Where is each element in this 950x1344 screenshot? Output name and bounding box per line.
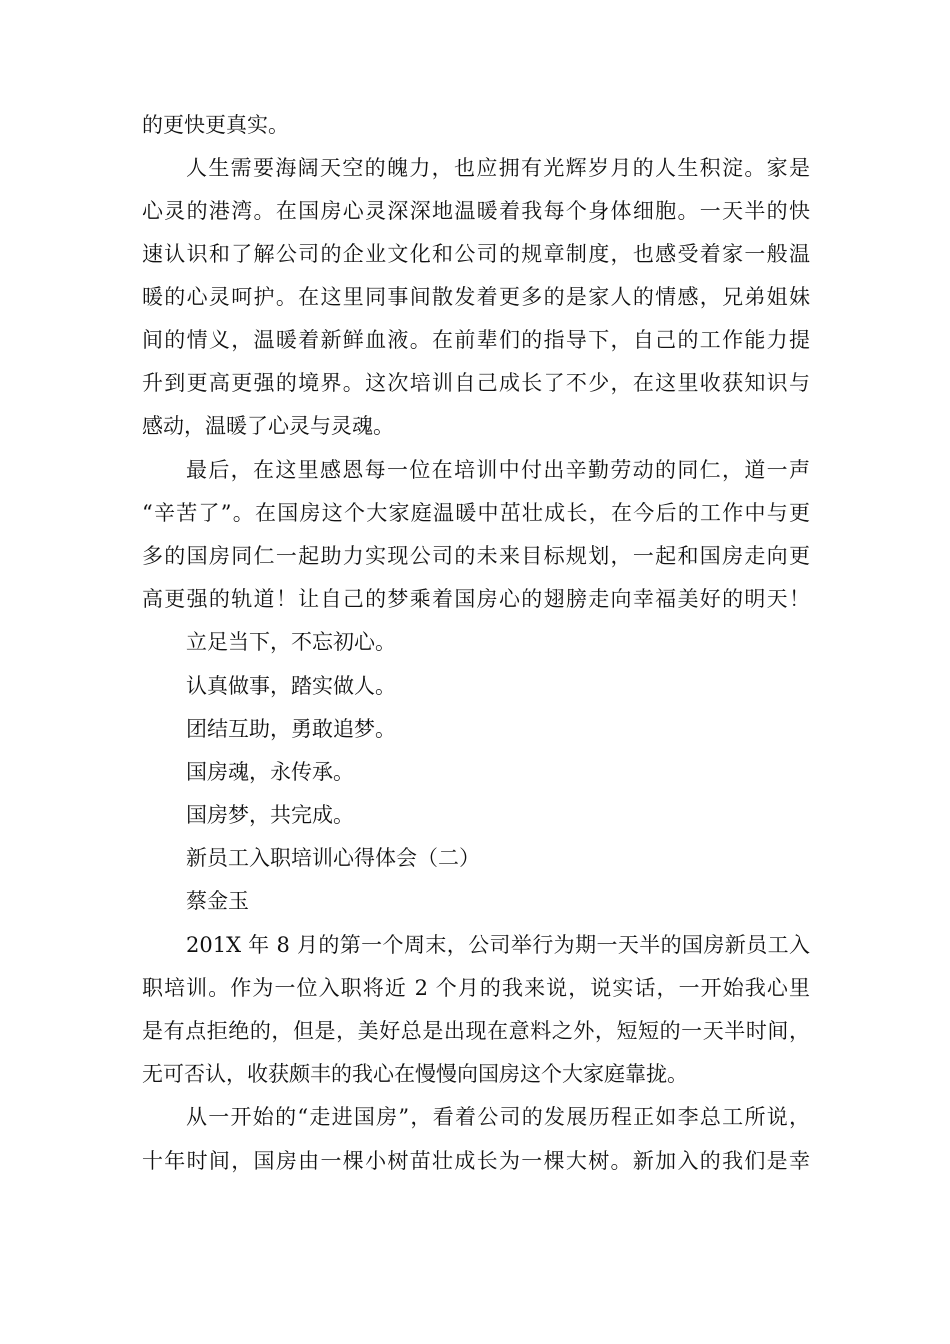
paragraph-line: 感动，温暖了心灵与灵魂。 bbox=[142, 414, 394, 438]
paragraph-line: 的更快更真实。 bbox=[142, 113, 289, 137]
paragraph-line: 从一开始的“走进国房”，看着公司的发展历程正如李总工所说， bbox=[186, 1105, 810, 1129]
slogan-line: 国房梦，共完成。 bbox=[186, 803, 354, 827]
paragraph-line: 心灵的港湾。在国房心灵深深地温暖着我每个身体细胞。一天半的快 bbox=[142, 199, 810, 223]
slogan-line: 认真做事，踏实做人。 bbox=[186, 674, 396, 698]
paragraph-line: 人生需要海阔天空的魄力，也应拥有光辉岁月的人生积淀。家是 bbox=[186, 156, 810, 180]
paragraph-line: 最后，在这里感恩每一位在培训中付出辛勤劳动的同仁，道一声 bbox=[186, 458, 810, 482]
paragraph-line: “辛苦了”。在国房这个大家庭温暖中茁壮成长，在今后的工作中与更 bbox=[142, 501, 810, 525]
slogan-line: 立足当下，不忘初心。 bbox=[186, 630, 396, 654]
section-title: 新员工入职培训心得体会（二） bbox=[186, 846, 480, 870]
author-name: 蔡金玉 bbox=[186, 889, 249, 913]
paragraph-line: 多的国房同仁一起助力实现公司的未来目标规划，一起和国房走向更 bbox=[142, 544, 810, 568]
paragraph-line: 高更强的轨道！让自己的梦乘着国房心的翅膀走向幸福美好的明天！ bbox=[142, 587, 810, 611]
paragraph-line: 速认识和了解公司的企业文化和公司的规章制度，也感受着家一般温 bbox=[142, 242, 810, 266]
slogan-line: 团结互助，勇敢追梦。 bbox=[186, 717, 396, 741]
paragraph-line: 无可否认，收获颇丰的我心在慢慢向国房这个大家庭靠拢。 bbox=[142, 1062, 688, 1086]
paragraph-line: 201X 年 8 月的第一个周末，公司举行为期一天半的国房新员工入 bbox=[186, 933, 810, 957]
paragraph-line: 升到更高更强的境界。这次培训自己成长了不少，在这里收获知识与 bbox=[142, 371, 810, 395]
paragraph-line: 是有点拒绝的，但是，美好总是出现在意料之外，短短的一天半时间， bbox=[142, 1019, 810, 1043]
slogan-line: 国房魂，永传承。 bbox=[186, 760, 354, 784]
paragraph-line: 十年时间，国房由一棵小树苗壮成长为一棵大树。新加入的我们是幸 bbox=[142, 1149, 810, 1173]
paragraph-line: 间的情义，温暖着新鲜血液。在前辈们的指导下，自己的工作能力提 bbox=[142, 328, 810, 352]
paragraph-line: 暖的心灵呵护。在这里同事间散发着更多的是家人的情感，兄弟姐妹 bbox=[142, 285, 810, 309]
paragraph-line: 职培训。作为一位入职将近 2 个月的我来说，说实话，一开始我心里 bbox=[142, 976, 810, 1000]
